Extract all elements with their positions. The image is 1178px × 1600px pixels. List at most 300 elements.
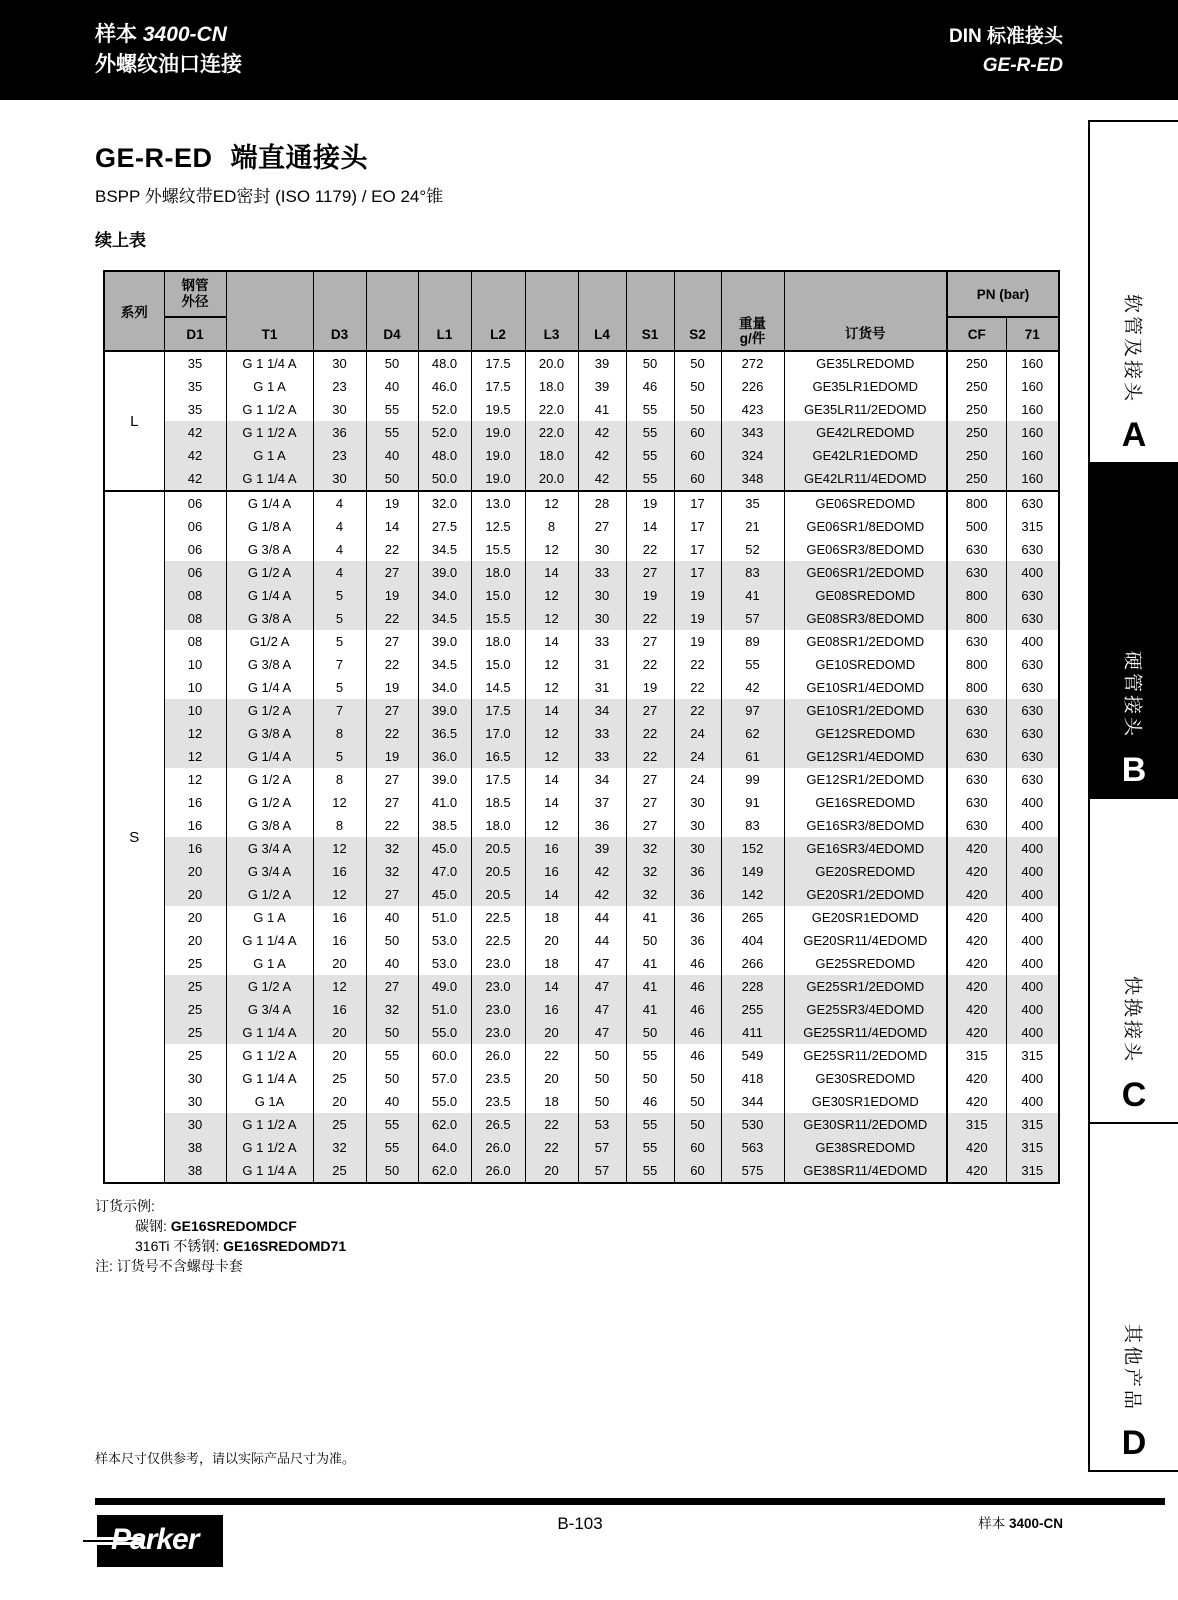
table-cell: 57.0 [418, 1067, 471, 1090]
table-cell: 12 [525, 722, 578, 745]
table-cell: G 1 1/2 A [226, 1136, 313, 1159]
table-cell: 30 [674, 814, 721, 837]
table-cell: 423 [721, 398, 784, 421]
table-cell: 42 [578, 467, 626, 491]
table-cell: 50 [578, 1044, 626, 1067]
table-cell: G 1 1/4 A [226, 467, 313, 491]
table-cell: 23.5 [471, 1090, 525, 1113]
stainless-example: 316Ti 不锈钢: GE16SREDOMD71 [135, 1238, 347, 1254]
table-cell: 348 [721, 467, 784, 491]
sidebar-tab-d-label: 其他产品 [1121, 1323, 1143, 1412]
table-cell: G 3/8 A [226, 538, 313, 561]
col-header-pn-bar: PN (bar) [947, 271, 1059, 317]
table-cell: 50 [674, 351, 721, 375]
table-cell: 27 [366, 630, 418, 653]
table-cell: GE16SR3/8EDOMD [784, 814, 947, 837]
col-header-d3: D3 [313, 271, 366, 351]
table-cell: G 1 A [226, 375, 313, 398]
table-cell: 55 [626, 1136, 674, 1159]
table-cell: 35 [164, 351, 226, 375]
table-row [104, 1159, 1059, 1183]
table-cell: 5 [313, 745, 366, 768]
table-cell: 97 [721, 699, 784, 722]
table-cell: 12 [525, 814, 578, 837]
table-cell: 20.5 [471, 860, 525, 883]
table-cell: 39 [578, 837, 626, 860]
table-row [104, 791, 1059, 814]
table-cell: 12 [525, 584, 578, 607]
table-cell: 324 [721, 444, 784, 467]
table-cell: 18.5 [471, 791, 525, 814]
table-cell: 25 [164, 1044, 226, 1067]
table-cell: 46 [626, 1090, 674, 1113]
table-row [104, 676, 1059, 699]
table-cell: 06 [164, 515, 226, 538]
table-cell: 10 [164, 699, 226, 722]
col-header-pipe-od: 钢管 外径 [164, 271, 226, 317]
table-cell: 12 [525, 676, 578, 699]
table-cell: 630 [947, 699, 1006, 722]
table-cell: 12 [164, 768, 226, 791]
table-cell: G 3/4 A [226, 837, 313, 860]
table-cell: 40 [366, 375, 418, 398]
table-cell: 23.5 [471, 1067, 525, 1090]
table-cell: 55 [626, 421, 674, 444]
table-cell: 17 [674, 538, 721, 561]
table-cell: 32 [626, 860, 674, 883]
table-cell: 42 [164, 467, 226, 491]
order-example-label: 订货示例: [95, 1198, 155, 1214]
table-cell: 22 [366, 722, 418, 745]
col-header-s1: S1 [626, 271, 674, 351]
table-cell: 35 [721, 491, 784, 515]
table-cell: 06 [164, 491, 226, 515]
table-row [104, 421, 1059, 444]
table-cell: 20 [164, 929, 226, 952]
table-cell: GE12SREDOMD [784, 722, 947, 745]
table-cell: GE16SR3/4EDOMD [784, 837, 947, 860]
table-cell: 50 [626, 1067, 674, 1090]
table-cell: 36.0 [418, 745, 471, 768]
col-header-series: 系列 [104, 271, 164, 351]
table-cell: 800 [947, 653, 1006, 676]
table-cell: G 1 A [226, 906, 313, 929]
table-cell: 22 [626, 745, 674, 768]
table-cell: 20.5 [471, 837, 525, 860]
table-row [104, 444, 1059, 467]
table-cell: 44 [578, 906, 626, 929]
table-row [104, 837, 1059, 860]
table-row [104, 1067, 1059, 1090]
col-header-71: 71 [1006, 317, 1059, 351]
table-cell: 27 [366, 699, 418, 722]
table-cell: 42 [721, 676, 784, 699]
table-cell: 22 [366, 607, 418, 630]
table-cell: 46 [674, 998, 721, 1021]
table-cell: 25 [313, 1067, 366, 1090]
table-cell: 52.0 [418, 398, 471, 421]
table-cell: 55 [721, 653, 784, 676]
table-cell: GE25SREDOMD [784, 952, 947, 975]
table-cell: GE10SREDOMD [784, 653, 947, 676]
table-cell: 22 [626, 538, 674, 561]
table-cell: 30 [313, 351, 366, 375]
table-cell: 4 [313, 538, 366, 561]
table-cell: 500 [947, 515, 1006, 538]
table-cell: 400 [1006, 630, 1059, 653]
table-cell: 62 [721, 722, 784, 745]
table-cell: 27 [366, 975, 418, 998]
table-cell: 18 [525, 906, 578, 929]
table-cell: 22 [525, 1136, 578, 1159]
table-cell: 250 [947, 421, 1006, 444]
table-cell: 23.0 [471, 975, 525, 998]
table-cell: 17.0 [471, 722, 525, 745]
table-cell: G 1 1/4 A [226, 351, 313, 375]
table-cell: GE20SR11/4EDOMD [784, 929, 947, 952]
table-cell: 36 [674, 929, 721, 952]
table-cell: GE38SREDOMD [784, 1136, 947, 1159]
sidebar-tab-d [1090, 1122, 1178, 1470]
table-cell: 36 [674, 883, 721, 906]
table-cell: 25 [164, 975, 226, 998]
table-cell: 563 [721, 1136, 784, 1159]
table-cell: 14 [525, 768, 578, 791]
table-cell: G 1 1/2 A [226, 1044, 313, 1067]
table-cell: 15.5 [471, 607, 525, 630]
table-cell: 18 [525, 952, 578, 975]
table-cell: GE42LR11/4EDOMD [784, 467, 947, 491]
table-cell: G 1/4 A [226, 745, 313, 768]
table-row [104, 375, 1059, 398]
table-cell: 420 [947, 998, 1006, 1021]
table-cell: 160 [1006, 398, 1059, 421]
table-cell: G 1/4 A [226, 676, 313, 699]
table-cell: 27 [626, 768, 674, 791]
table-cell: G 1 1/2 A [226, 421, 313, 444]
table-cell: 50 [366, 467, 418, 491]
table-cell: 14 [525, 883, 578, 906]
table-cell: 16 [313, 906, 366, 929]
table-cell: 25 [164, 1021, 226, 1044]
table-cell: G 1/4 A [226, 491, 313, 515]
table-cell: 46 [674, 1044, 721, 1067]
table-cell: 800 [947, 491, 1006, 515]
table-cell: 27.5 [418, 515, 471, 538]
table-cell: 272 [721, 351, 784, 375]
table-cell: 12 [164, 722, 226, 745]
table-row [104, 607, 1059, 630]
table-cell: G 1A [226, 1090, 313, 1113]
table-cell: 62.0 [418, 1113, 471, 1136]
table-cell: 142 [721, 883, 784, 906]
table-cell: 315 [1006, 1136, 1059, 1159]
table-cell: 20 [313, 1090, 366, 1113]
table-cell: 24 [674, 745, 721, 768]
table-cell: 34.5 [418, 538, 471, 561]
table-cell: 55 [626, 444, 674, 467]
table-cell: GE35LREDOMD [784, 351, 947, 375]
table-cell: 50 [674, 375, 721, 398]
table-cell: 27 [626, 814, 674, 837]
table-cell: 12 [313, 975, 366, 998]
table-cell: 60 [674, 1136, 721, 1159]
table-row [104, 561, 1059, 584]
table-cell: 23.0 [471, 952, 525, 975]
table-cell: 41 [626, 906, 674, 929]
table-cell: 50 [674, 398, 721, 421]
table-cell: 30 [578, 607, 626, 630]
table-cell: 47.0 [418, 860, 471, 883]
top-header-bar [0, 0, 1178, 100]
table-cell: 12 [525, 607, 578, 630]
table-cell: 26.0 [471, 1136, 525, 1159]
table-cell: 12 [525, 745, 578, 768]
series-cell: L [104, 351, 164, 491]
table-cell: 55 [366, 1136, 418, 1159]
table-cell: GE35LR11/2EDOMD [784, 398, 947, 421]
table-cell: 42 [578, 883, 626, 906]
table-cell: 08 [164, 584, 226, 607]
table-cell: 31 [578, 653, 626, 676]
table-cell: 630 [947, 791, 1006, 814]
table-cell: 16 [313, 998, 366, 1021]
table-cell: 27 [626, 561, 674, 584]
table-cell: 32 [313, 1136, 366, 1159]
table-cell: G 3/8 A [226, 653, 313, 676]
table-cell: G 3/8 A [226, 607, 313, 630]
table-cell: 53.0 [418, 929, 471, 952]
table-cell: G 1/2 A [226, 561, 313, 584]
table-cell: G 1/2 A [226, 975, 313, 998]
table-cell: 27 [366, 768, 418, 791]
table-cell: 19.0 [471, 444, 525, 467]
table-cell: 14 [626, 515, 674, 538]
table-row [104, 814, 1059, 837]
table-cell: 27 [366, 561, 418, 584]
table-cell: 41 [578, 398, 626, 421]
table-cell: 400 [1006, 998, 1059, 1021]
table-cell: 15.5 [471, 538, 525, 561]
col-header-s2: S2 [674, 271, 721, 351]
parker-logo-text: Parker [111, 1523, 199, 1556]
table-cell: GE30SREDOMD [784, 1067, 947, 1090]
table-cell: GE25SR3/4EDOMD [784, 998, 947, 1021]
table-cell: 226 [721, 375, 784, 398]
table-cell: 83 [721, 561, 784, 584]
dimension-disclaimer: 样本尺寸仅供参考，请以实际产品尺寸为准。 [95, 1451, 356, 1466]
table-cell: 549 [721, 1044, 784, 1067]
col-header-d4: D4 [366, 271, 418, 351]
col-header-cf: CF [947, 317, 1006, 351]
table-cell: 12 [164, 745, 226, 768]
table-cell: 53.0 [418, 952, 471, 975]
table-cell: GE20SR1EDOMD [784, 906, 947, 929]
table-cell: 42 [164, 421, 226, 444]
table-cell: 23 [313, 444, 366, 467]
table-cell: GE12SR1/4EDOMD [784, 745, 947, 768]
table-cell: 420 [947, 1159, 1006, 1183]
table-cell: 57 [721, 607, 784, 630]
table-cell: 10 [164, 676, 226, 699]
table-cell: 315 [947, 1113, 1006, 1136]
table-cell: 36 [578, 814, 626, 837]
table-cell: 22 [525, 1113, 578, 1136]
table-cell: 344 [721, 1090, 784, 1113]
table-cell: 06 [164, 538, 226, 561]
table-cell: 41.0 [418, 791, 471, 814]
table-cell: 5 [313, 607, 366, 630]
table-cell: 42 [578, 860, 626, 883]
table-cell: 41 [626, 975, 674, 998]
table-cell: 23.0 [471, 998, 525, 1021]
table-cell: 41 [721, 584, 784, 607]
table-cell: 55 [626, 398, 674, 421]
table-cell: 15.0 [471, 653, 525, 676]
table-cell: 20 [164, 883, 226, 906]
table-row [104, 998, 1059, 1021]
table-cell: 33 [578, 722, 626, 745]
table-cell: 19 [366, 584, 418, 607]
sidebar-tab-c-letter: C [1121, 1076, 1147, 1114]
table-cell: 33 [578, 745, 626, 768]
table-cell: 18.0 [525, 375, 578, 398]
table-row [104, 745, 1059, 768]
table-cell: 55 [626, 1159, 674, 1183]
table-cell: 16 [313, 929, 366, 952]
table-cell: 14 [525, 975, 578, 998]
table-cell: 14 [525, 791, 578, 814]
table-cell: 400 [1006, 1067, 1059, 1090]
table-cell: G 3/4 A [226, 860, 313, 883]
table-cell: 266 [721, 952, 784, 975]
table-cell: 50 [674, 1067, 721, 1090]
table-row [104, 699, 1059, 722]
table-cell: 400 [1006, 837, 1059, 860]
table-cell: 14 [525, 561, 578, 584]
table-cell: 4 [313, 561, 366, 584]
table-cell: 16 [525, 860, 578, 883]
col-header-part-no: 订货号 [784, 271, 947, 351]
table-cell: 19 [626, 584, 674, 607]
table-cell: 160 [1006, 467, 1059, 491]
series-cell: S [104, 491, 164, 1183]
table-cell: 16 [164, 814, 226, 837]
table-cell: 250 [947, 351, 1006, 375]
table-cell: 55 [366, 1044, 418, 1067]
table-cell: G 1 1/4 A [226, 1067, 313, 1090]
table-cell: 25 [164, 998, 226, 1021]
table-cell: 19 [674, 584, 721, 607]
table-cell: 420 [947, 837, 1006, 860]
table-cell: 630 [1006, 768, 1059, 791]
table-cell: 420 [947, 1090, 1006, 1113]
table-cell: 42 [578, 444, 626, 467]
table-row [104, 538, 1059, 561]
table-cell: 41 [626, 998, 674, 1021]
table-cell: 420 [947, 1067, 1006, 1090]
table-cell: 18.0 [525, 444, 578, 467]
table-cell: 20.0 [525, 351, 578, 375]
table-cell: GE35LR1EDOMD [784, 375, 947, 398]
table-cell: 26.0 [471, 1044, 525, 1067]
table-cell: 39 [578, 375, 626, 398]
table-cell: G 1/4 A [226, 584, 313, 607]
table-cell: 27 [578, 515, 626, 538]
table-cell: 22 [626, 607, 674, 630]
table-cell: 16.5 [471, 745, 525, 768]
table-cell: 10 [164, 653, 226, 676]
table-cell: 19 [626, 676, 674, 699]
table-cell: 19 [626, 491, 674, 515]
table-cell: G 1/8 A [226, 515, 313, 538]
table-cell: 17.5 [471, 768, 525, 791]
table-cell: 42 [164, 444, 226, 467]
table-row [104, 1113, 1059, 1136]
table-cell: 630 [947, 814, 1006, 837]
table-cell: 36 [674, 906, 721, 929]
table-cell: 18.0 [471, 630, 525, 653]
table-cell: 20 [525, 929, 578, 952]
table-cell: 5 [313, 676, 366, 699]
table-cell: 630 [947, 722, 1006, 745]
table-cell: GE20SR1/2EDOMD [784, 883, 947, 906]
table-cell: 404 [721, 929, 784, 952]
table-cell: 30 [164, 1067, 226, 1090]
table-row [104, 952, 1059, 975]
table-cell: 630 [1006, 491, 1059, 515]
table-cell: 5 [313, 630, 366, 653]
table-cell: 34.0 [418, 676, 471, 699]
table-cell: 315 [1006, 1159, 1059, 1183]
table-cell: 17.5 [471, 375, 525, 398]
table-cell: 16 [313, 860, 366, 883]
table-cell: 315 [1006, 515, 1059, 538]
table-cell: 33 [578, 630, 626, 653]
col-header-l4: L4 [578, 271, 626, 351]
table-cell: 50 [578, 1090, 626, 1113]
table-cell: 630 [1006, 699, 1059, 722]
table-cell: 20 [525, 1067, 578, 1090]
table-row [104, 883, 1059, 906]
table-cell: 48.0 [418, 444, 471, 467]
table-cell: 17.5 [471, 351, 525, 375]
table-cell: 575 [721, 1159, 784, 1183]
table-cell: 45.0 [418, 883, 471, 906]
table-cell: 250 [947, 444, 1006, 467]
sidebar-tab-b-letter: B [1121, 751, 1147, 789]
table-cell: 34 [578, 699, 626, 722]
table-cell: 60.0 [418, 1044, 471, 1067]
table-cell: 20 [525, 1159, 578, 1183]
table-cell: GE08SR3/8EDOMD [784, 607, 947, 630]
table-cell: 12 [313, 791, 366, 814]
table-cell: 53 [578, 1113, 626, 1136]
table-cell: 20.0 [525, 467, 578, 491]
table-cell: 26.5 [471, 1113, 525, 1136]
table-cell: 50 [366, 1021, 418, 1044]
table-cell: 30 [313, 467, 366, 491]
table-cell: 420 [947, 1021, 1006, 1044]
table-cell: 30 [578, 538, 626, 561]
table-cell: G 1 1/4 A [226, 1021, 313, 1044]
table-cell: 27 [366, 883, 418, 906]
table-cell: 630 [1006, 653, 1059, 676]
table-cell: 48.0 [418, 351, 471, 375]
table-cell: 19 [366, 491, 418, 515]
table-cell: 55 [626, 1044, 674, 1067]
table-cell: 27 [626, 699, 674, 722]
